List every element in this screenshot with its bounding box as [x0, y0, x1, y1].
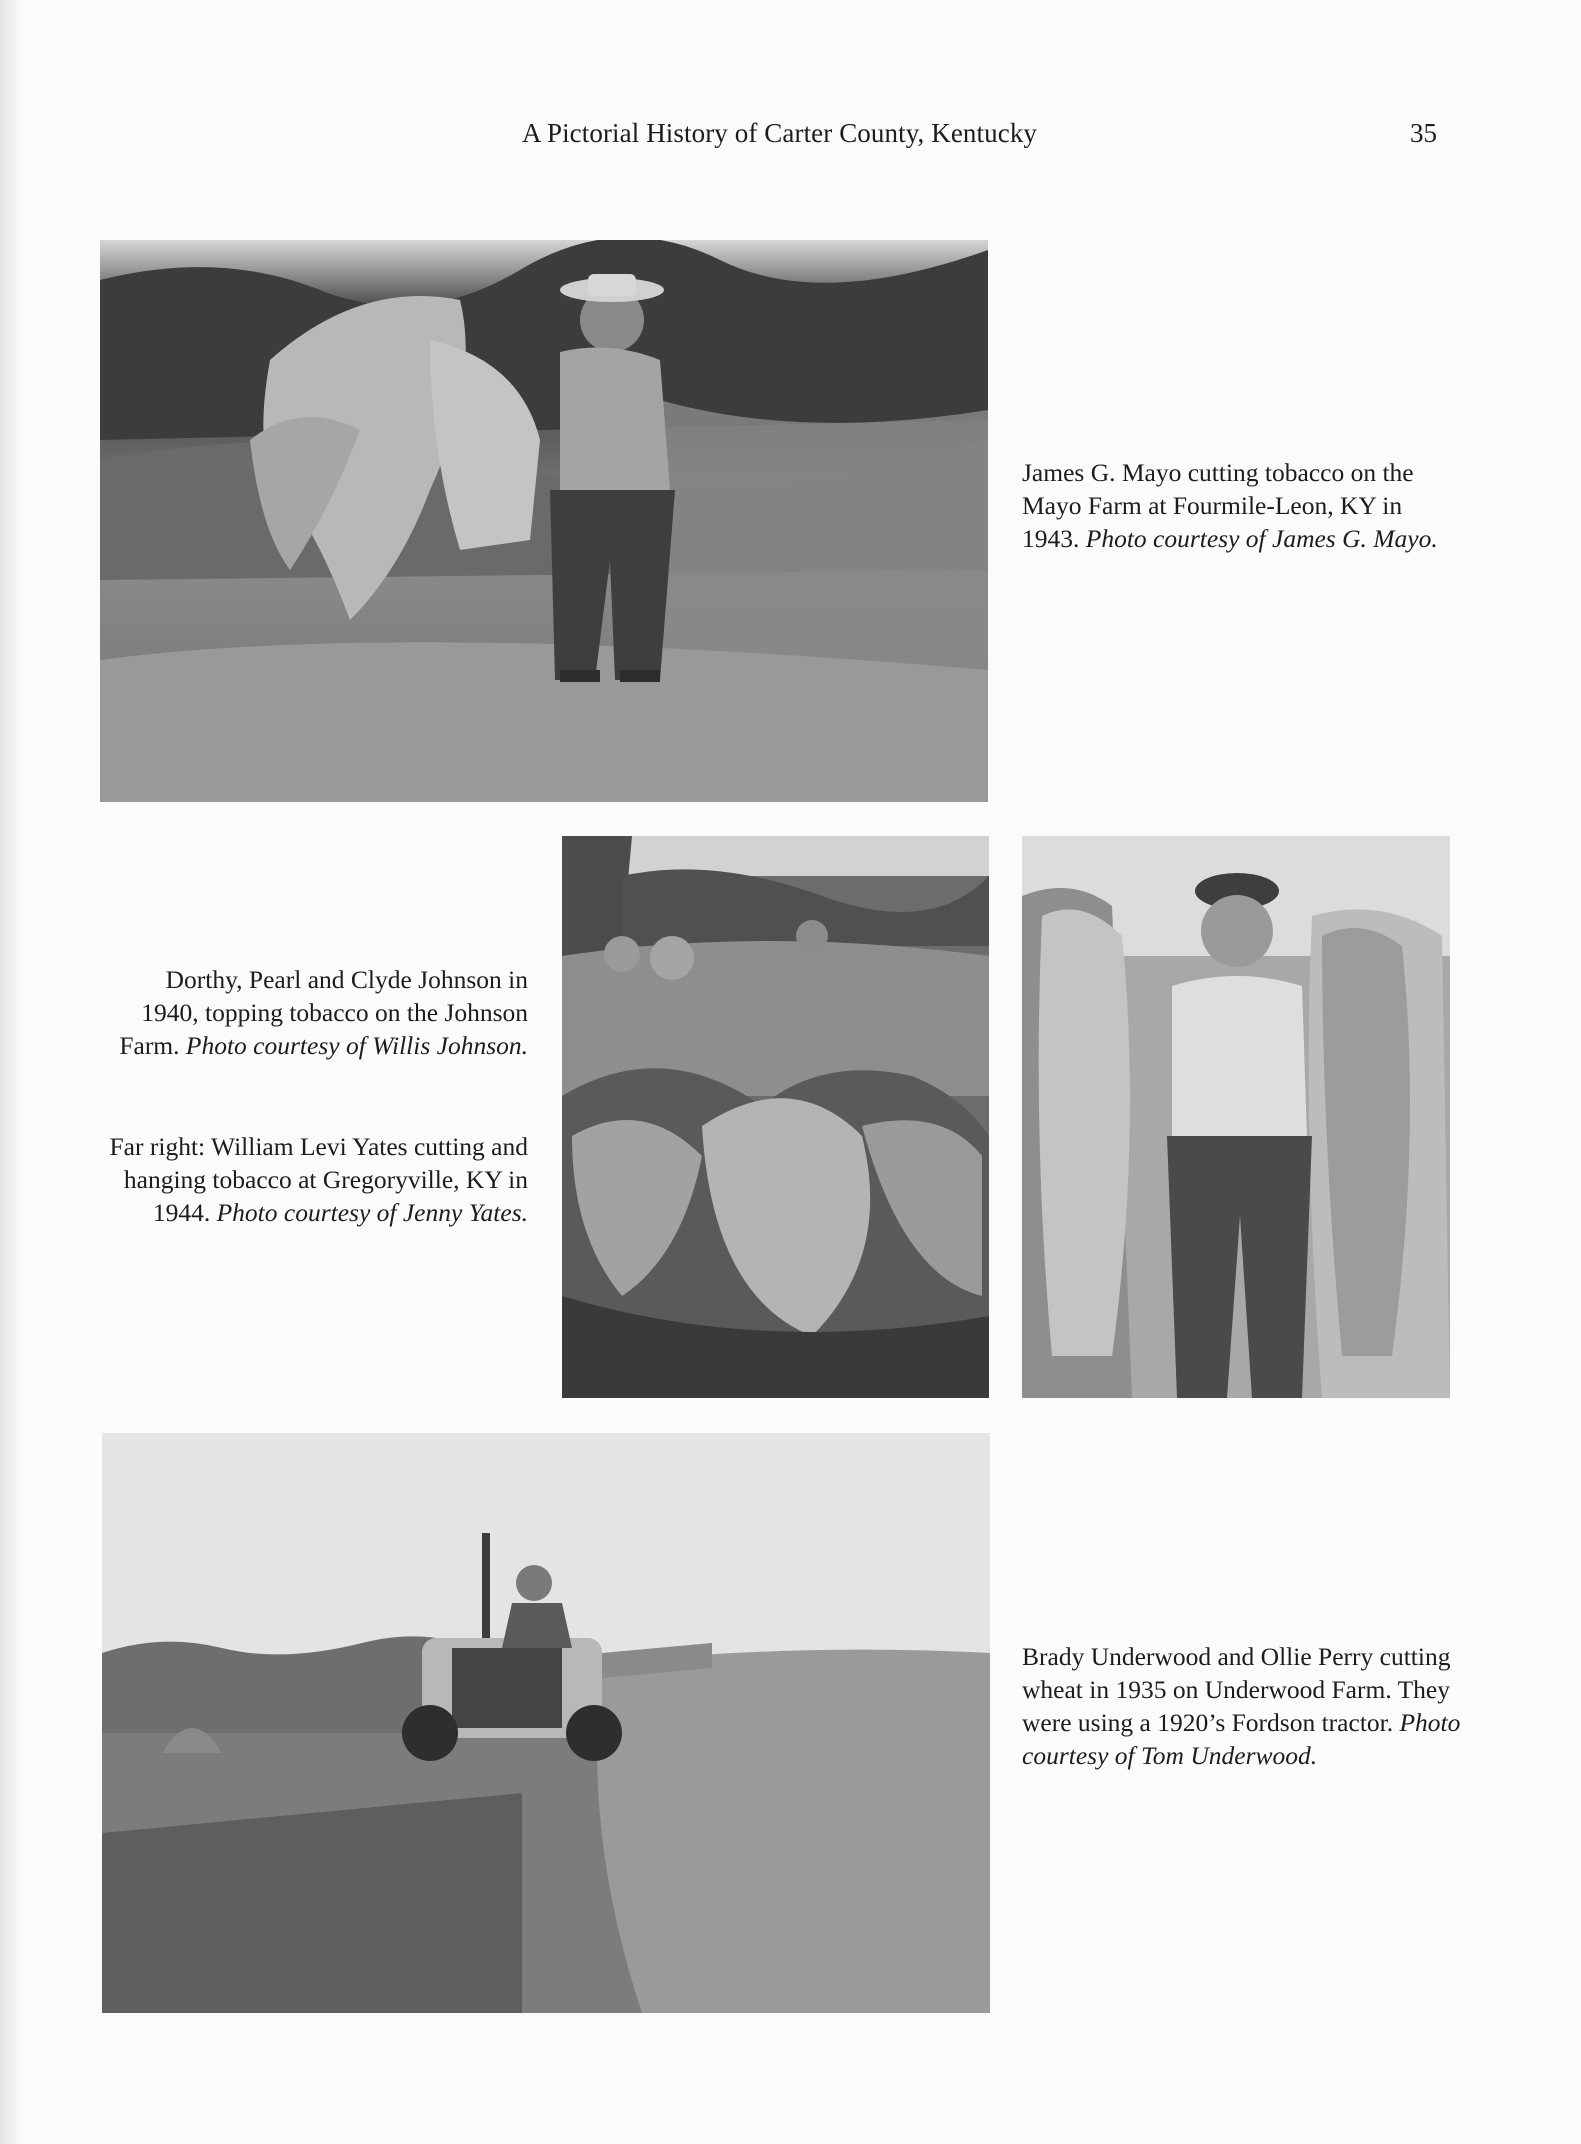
yates-caption: [106, 1130, 528, 1229]
underwood-caption-text: Brady Underwood and Ollie Perry cutting wheat in 1935 on Underwood Farm. They were using a 1920’s Fordson tractor.: [1022, 1642, 1451, 1737]
mayo-caption-credit: Photo courtesy of James G. Mayo.: [1085, 524, 1438, 553]
johnson-caption: [106, 963, 528, 1062]
mayo-caption-text: James G. Mayo cutting tobacco on the Mayo Farm at Fourmile-Leon, KY in 1943.: [1022, 458, 1414, 553]
mayo-photo: [100, 240, 988, 802]
underwood-caption: [1022, 1640, 1462, 1772]
underwood-caption-credit: Photo courtesy of Tom Underwood.: [1022, 1708, 1461, 1770]
running-title: A Pictorial History of Carter County, Kentucky: [522, 118, 1038, 148]
yates-photo: [1022, 836, 1450, 1398]
page-number: 35: [1410, 118, 1437, 148]
mayo-caption: [1022, 456, 1462, 555]
page-spine-shadow: [0, 0, 22, 2144]
johnson-caption-text: Dorthy, Pearl and Clyde Johnson in 1940, topping tobacco on the Johnson Farm.: [119, 965, 528, 1060]
yates-caption-credit: Photo courtesy of Jenny Yates.: [216, 1198, 528, 1227]
yates-caption-text: Far right: William Levi Yates cutting and hanging tobacco at Gregoryville, KY in 1944.: [109, 1132, 528, 1227]
underwood-photo: [102, 1433, 990, 2013]
johnson-photo: [562, 836, 989, 1398]
johnson-caption-credit: Photo courtesy of Willis Johnson.: [185, 1031, 528, 1060]
